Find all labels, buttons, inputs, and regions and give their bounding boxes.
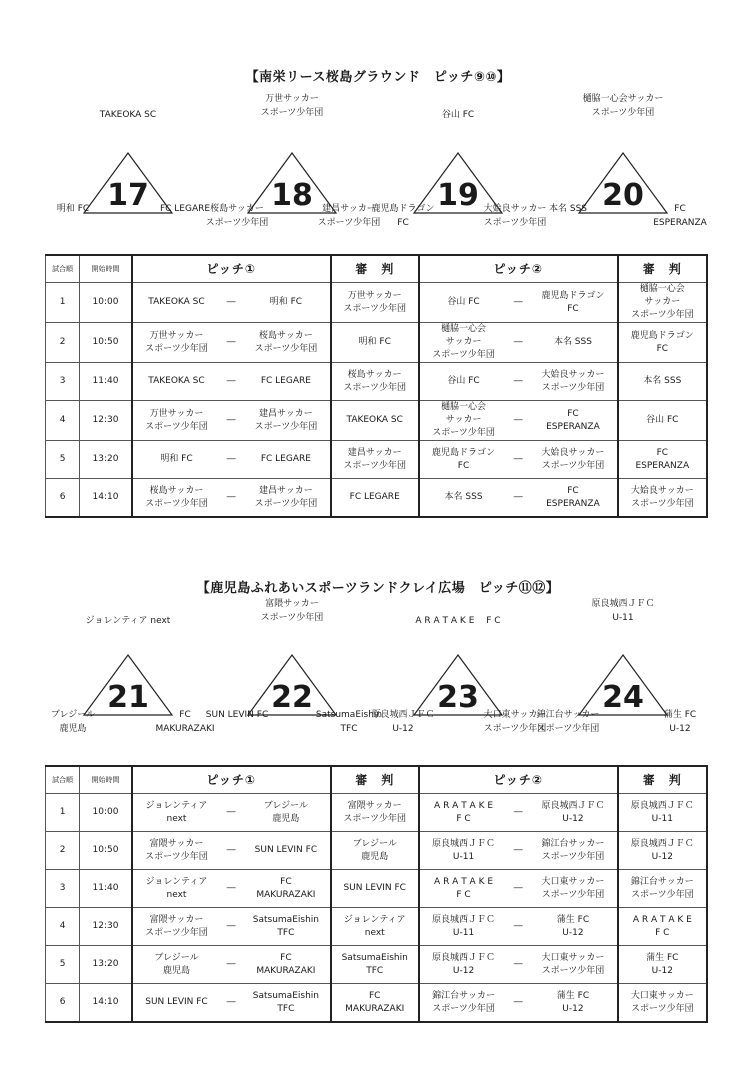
group-right-team: 建昌サッカー スポーツ少年団 (317, 204, 381, 228)
pitch1-team-b: 建昌サッカー スポーツ少年団 (242, 401, 330, 441)
match-order: 2 (46, 323, 80, 363)
pitch2-vs-dash: ― (507, 363, 529, 401)
group-top-team: 樋脇一心会サッカー スポーツ少年団 (582, 94, 664, 118)
pitch1-referee: SatsumaEishin TFC (331, 946, 419, 984)
pitch2-team-b: 大姶良サッカー スポーツ少年団 (529, 363, 617, 401)
pitch1-vs-dash: ― (220, 870, 242, 908)
table-row (46, 363, 708, 401)
group-left-team: SUN LEVIN FC (205, 710, 269, 720)
pitch2-vs-dash: ― (507, 984, 529, 1023)
group-number: 18 (271, 178, 313, 213)
pitch1-vs-dash: ― (220, 946, 242, 984)
pitch2-team-a: 樋脇一心会 サッカー スポーツ少年団 (419, 401, 507, 441)
group-number: 24 (602, 680, 644, 715)
pitch2-referee: 錦江台サッカー スポーツ少年団 (618, 870, 707, 908)
pitch1-team-a: TAKEOKA SC (132, 363, 220, 401)
match-order: 3 (46, 363, 80, 401)
pitch1-vs-dash: ― (220, 323, 242, 363)
pitch2-vs-dash: ― (507, 870, 529, 908)
pitch1-team-a: TAKEOKA SC (132, 283, 220, 323)
pitch2-team-a: A R A T A K E F C (419, 870, 507, 908)
table-header-row (46, 255, 708, 283)
match-order: 5 (46, 946, 80, 984)
pitch1-team-b: 明和 FC (242, 283, 330, 323)
table-row (46, 946, 708, 984)
pitch1-vs-dash: ― (220, 908, 242, 946)
pitch2-vs-dash: ― (507, 479, 529, 518)
pitch1-vs-dash: ― (220, 283, 242, 323)
pitch1-team-b: ブレジール 鹿児島 (242, 794, 330, 832)
pitch1-referee: FC MAKURAZAKI (331, 984, 419, 1023)
group-number: 17 (107, 178, 149, 213)
group-left-team: 鹿児島ドラゴン FC (371, 204, 435, 228)
pitch1-team-b: 建昌サッカー スポーツ少年団 (242, 479, 330, 518)
pitch2-referee: 樋脇一心会 サッカー スポーツ少年団 (618, 283, 707, 323)
start-time: 14:10 (80, 479, 132, 518)
pitch2-team-b: 錦江台サッカー スポーツ少年団 (529, 832, 617, 870)
col-pitch-2: ピッチ② (419, 255, 618, 283)
pitch2-team-b: 蒲生 FC U-12 (529, 984, 617, 1023)
match-order: 6 (46, 479, 80, 518)
match-order: 1 (46, 283, 80, 323)
match-order: 3 (46, 870, 80, 908)
pitch2-team-a: A R A T A K E F C (419, 794, 507, 832)
pitch1-team-b: SUN LEVIN FC (242, 832, 330, 870)
table-row (46, 479, 708, 518)
group-top-team: ジョレンティア next (85, 616, 171, 626)
pitch2-team-a: 原良城西ＪＦＣ U-11 (419, 908, 507, 946)
pitch1-team-a: 富隈サッカー スポーツ少年団 (132, 908, 220, 946)
pitch1-referee: 富隈サッカー スポーツ少年団 (331, 794, 419, 832)
pitch2-team-b: 鹿児島ドラゴン FC (529, 283, 617, 323)
group-left-team: 原良城西ＪＦＣ U-12 (371, 710, 435, 734)
pitch2-team-b: 大口東サッカー スポーツ少年団 (529, 870, 617, 908)
pitch1-referee: TAKEOKA SC (331, 401, 419, 441)
pitch1-team-a: 万世サッカー スポーツ少年団 (132, 401, 220, 441)
pitch2-team-a: 本名 SSS (419, 479, 507, 518)
group-right-team: 大口東サッカー スポーツ少年団 (483, 710, 547, 734)
col-referee-1: 審 判 (331, 255, 419, 283)
table-row (46, 908, 708, 946)
start-time: 10:50 (80, 323, 132, 363)
pitch1-team-b: SatsumaEishin TFC (242, 908, 330, 946)
col-pitch-2: ピッチ② (419, 766, 618, 794)
pitch1-referee: ジョレンティア next (331, 908, 419, 946)
group-left-team: 錦江台サッカー スポーツ少年団 (536, 710, 600, 734)
start-time: 10:50 (80, 832, 132, 870)
pitch2-team-a: 錦江台サッカー スポーツ少年団 (419, 984, 507, 1023)
pitch1-team-a: SUN LEVIN FC (132, 984, 220, 1023)
pitch1-team-a: ブレジール 鹿児島 (132, 946, 220, 984)
group-right-team: FC MAKURAZAKI (155, 710, 215, 734)
table-row (46, 441, 708, 479)
group-left-team: 本名 SSS (549, 204, 587, 214)
group-23 (371, 614, 547, 764)
pitch1-referee: 万世サッカー スポーツ少年団 (331, 283, 419, 323)
pitch2-referee: 鹿児島ドラゴン FC (618, 323, 707, 363)
col-start-time: 開始時間 (80, 255, 132, 283)
pitch2-team-b: 本名 SSS (529, 323, 617, 363)
pitch2-team-b: 大姶良サッカー スポーツ少年団 (529, 441, 617, 479)
pitch1-team-b: FC LEGARE (242, 441, 330, 479)
col-start-time: 開始時間 (80, 766, 132, 794)
pitch1-referee: FC LEGARE (331, 479, 419, 518)
start-time: 12:30 (80, 908, 132, 946)
group-number: 21 (107, 680, 149, 715)
table-row (46, 323, 708, 363)
pitch1-vs-dash: ― (220, 794, 242, 832)
start-time: 10:00 (80, 794, 132, 832)
pitch2-referee: 大姶良サッカー スポーツ少年団 (618, 479, 707, 518)
match-order: 2 (46, 832, 80, 870)
pitch2-referee: FC ESPERANZA (618, 441, 707, 479)
group-right-team: FC LEGARE (159, 204, 211, 214)
pitch1-team-b: FC LEGARE (242, 363, 330, 401)
col-order: 試合順 (46, 255, 80, 283)
group-top-team: TAKEOKA SC (99, 110, 157, 120)
pitch2-referee: 蒲生 FC U-12 (618, 946, 707, 984)
col-referee-1: 審 判 (331, 766, 419, 794)
start-time: 11:40 (80, 363, 132, 401)
group-top-team: 原良城西ＪＦＣ U-11 (591, 599, 655, 623)
group-17 (56, 110, 211, 260)
group-left-team: ブレジール 鹿児島 (50, 710, 96, 734)
start-time: 12:30 (80, 401, 132, 441)
pitch1-referee: ブレジール 鹿児島 (331, 832, 419, 870)
pitch2-referee: 本名 SSS (618, 363, 707, 401)
venue-title: 【鹿児島ふれあいスポーツランドクレイ広場 ピッチ⑪⑫】 (196, 581, 560, 596)
pitch2-vs-dash: ― (507, 946, 529, 984)
start-time: 14:10 (80, 984, 132, 1023)
pitch2-referee: A R A T A K E F C (618, 908, 707, 946)
table-row (46, 401, 708, 441)
pitch2-vs-dash: ― (507, 283, 529, 323)
pitch2-vs-dash: ― (507, 832, 529, 870)
pitch2-team-a: 原良城西ＪＦＣ U-11 (419, 832, 507, 870)
pitch1-referee: 桜島サッカー スポーツ少年団 (331, 363, 419, 401)
pitch2-team-b: 大口東サッカー スポーツ少年団 (529, 946, 617, 984)
group-top-team: A R A T A K E F C (415, 616, 501, 626)
pitch2-vs-dash: ― (507, 908, 529, 946)
schedule-table (45, 254, 708, 518)
group-22 (205, 597, 383, 747)
venue-title: 【南栄リース桜島グラウンド ピッチ⑨⑩】 (245, 70, 511, 85)
pitch2-team-a: 鹿児島ドラゴン FC (419, 441, 507, 479)
pitch1-vs-dash: ― (220, 479, 242, 518)
match-order: 4 (46, 908, 80, 946)
table-row (46, 870, 708, 908)
group-number: 19 (437, 178, 479, 213)
pitch2-referee: 原良城西ＪＦＣ U-11 (618, 794, 707, 832)
pitch1-referee: SUN LEVIN FC (331, 870, 419, 908)
group-number: 20 (602, 178, 644, 213)
pitch1-vs-dash: ― (220, 441, 242, 479)
group-21 (50, 614, 215, 764)
group-19 (371, 110, 547, 260)
table-row (46, 832, 708, 870)
pitch2-team-b: FC ESPERANZA (529, 479, 617, 518)
pitch1-vs-dash: ― (220, 832, 242, 870)
schedule-table (45, 765, 708, 1023)
match-order: 6 (46, 984, 80, 1023)
pitch2-team-b: 蒲生 FC U-12 (529, 908, 617, 946)
pitch2-team-b: FC ESPERANZA (529, 401, 617, 441)
pitch2-referee: 谷山 FC (618, 401, 707, 441)
pitch1-vs-dash: ― (220, 363, 242, 401)
col-pitch-1: ピッチ① (132, 255, 331, 283)
pitch1-vs-dash: ― (220, 984, 242, 1023)
group-right-team: FC ESPERANZA (653, 204, 707, 228)
pitch1-team-b: FC MAKURAZAKI (242, 870, 330, 908)
group-top-team: 万世サッカー スポーツ少年団 (260, 94, 324, 118)
group-number: 23 (437, 680, 479, 715)
match-order: 4 (46, 401, 80, 441)
start-time: 13:20 (80, 946, 132, 984)
pitch1-team-a: 万世サッカー スポーツ少年団 (132, 323, 220, 363)
pitch2-team-a: 谷山 FC (419, 363, 507, 401)
col-referee-2: 審 判 (618, 766, 707, 794)
group-20 (549, 92, 707, 242)
group-right-team: 蒲生 FC U-12 (663, 710, 697, 734)
pitch2-vs-dash: ― (507, 323, 529, 363)
pitch2-referee: 原良城西ＪＦＣ U-12 (618, 832, 707, 870)
start-time: 13:20 (80, 441, 132, 479)
pitch1-team-b: FC MAKURAZAKI (242, 946, 330, 984)
group-top-team: 富隈サッカー スポーツ少年団 (260, 599, 324, 623)
pitch1-team-a: 明和 FC (132, 441, 220, 479)
match-order: 5 (46, 441, 80, 479)
col-referee-2: 審 判 (618, 255, 707, 283)
table-row (46, 984, 708, 1023)
pitch2-vs-dash: ― (507, 441, 529, 479)
pitch1-referee: 建昌サッカー スポーツ少年団 (331, 441, 419, 479)
pitch2-team-b: 原良城西ＪＦＣ U-12 (529, 794, 617, 832)
group-18 (205, 92, 381, 242)
start-time: 11:40 (80, 870, 132, 908)
pitch2-team-a: 樋脇一心会 サッカー スポーツ少年団 (419, 323, 507, 363)
pitch2-referee: 大口東サッカー スポーツ少年団 (618, 984, 707, 1023)
col-pitch-1: ピッチ① (132, 766, 331, 794)
table-row (46, 283, 708, 323)
pitch1-team-a: 富隈サッカー スポーツ少年団 (132, 832, 220, 870)
pitch1-vs-dash: ― (220, 401, 242, 441)
group-top-team: 谷山 FC (441, 110, 475, 120)
pitch1-team-a: ジョレンティア next (132, 794, 220, 832)
col-order: 試合順 (46, 766, 80, 794)
start-time: 10:00 (80, 283, 132, 323)
group-right-team: 大姶良サッカー スポーツ少年団 (483, 204, 547, 228)
pitch1-team-a: 桜島サッカー スポーツ少年団 (132, 479, 220, 518)
group-left-team: 明和 FC (56, 204, 90, 214)
group-right-team: SatsumaEishin TFC (315, 710, 383, 734)
group-left-team: 桜島サッカー スポーツ少年団 (205, 204, 269, 228)
pitch1-team-b: 桜島サッカー スポーツ少年団 (242, 323, 330, 363)
pitch1-referee: 明和 FC (331, 323, 419, 363)
pitch1-team-a: ジョレンティア next (132, 870, 220, 908)
table-header-row (46, 766, 708, 794)
pitch2-team-a: 谷山 FC (419, 283, 507, 323)
pitch2-vs-dash: ― (507, 794, 529, 832)
pitch2-vs-dash: ― (507, 401, 529, 441)
group-number: 22 (271, 680, 313, 715)
group-24 (536, 597, 697, 747)
pitch1-team-b: SatsumaEishin TFC (242, 984, 330, 1023)
pitch2-team-a: 原良城西ＪＦＣ U-12 (419, 946, 507, 984)
table-row (46, 794, 708, 832)
match-order: 1 (46, 794, 80, 832)
